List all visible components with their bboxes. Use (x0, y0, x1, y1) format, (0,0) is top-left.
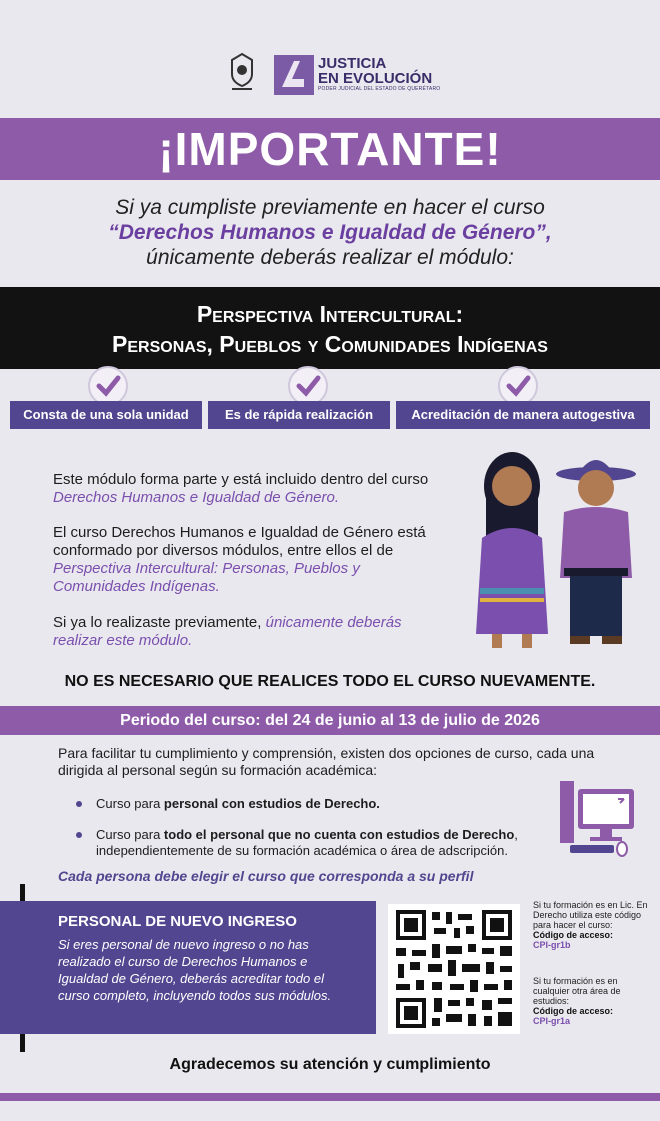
new-staff-description: Si eres personal de nuevo ingreso o no has realizado el curso de Derechos Humanos e Igualdad de Género, deberás acreditar todo el curso completo, incluyendo todos sus módulos. (58, 937, 332, 1003)
logo-title-line2: EN EVOLUCIÓN (318, 70, 433, 87)
justicia-logo-icon (274, 55, 314, 95)
info-paragraph-2 (53, 524, 453, 596)
feature-single-unit: Consta de una sola unidad (10, 401, 202, 429)
access-option-law (533, 900, 653, 950)
checkmark-icon (288, 366, 328, 406)
notice-text: NO ES NECESARIO QUE REALICES TODO EL CURSO NUEVAMENTE. (64, 673, 596, 690)
option-law-studies (96, 796, 556, 812)
info-p1-text: Este módulo forma parte y está incluido dentro del curso (53, 471, 429, 488)
course-period-bar: Periodo del curso: del 24 de junio al 13 de julio de 2026 (0, 706, 660, 735)
access-law-label: Código de acceso: (533, 930, 614, 940)
computer-icon (560, 781, 636, 857)
header (0, 0, 660, 118)
options-intro: Para facilitar tu cumplimiento y comprensión, existen dos opciones de curso, cada una dirigida al personal según su formación académica: (58, 745, 595, 778)
info-p3-emphasis: únicamente deberás realizar este módulo. (53, 614, 402, 649)
info-paragraph-1 (53, 471, 453, 507)
bullet-icon (76, 832, 82, 838)
access-law-code: CPI-gr1b (533, 940, 571, 950)
bullet-icon (76, 801, 82, 807)
intro-text (40, 195, 620, 270)
module-title-bar (0, 287, 660, 369)
new-staff-title: PERSONAL DE NUEVO INGRESO (58, 913, 297, 930)
info-paragraph-3 (53, 614, 453, 650)
intro-line1: Si ya cumpliste previamente en hacer el curso (115, 196, 545, 219)
logo-title-line1: JUSTICIA (318, 55, 387, 72)
access-other-label: Código de acceso: (533, 1006, 614, 1016)
new-staff-box (0, 901, 376, 1034)
access-option-other (533, 976, 653, 1026)
qr-code[interactable] (388, 904, 520, 1034)
option-2-prefix: Curso para (96, 827, 164, 842)
access-other-text: Si tu formación es en cualquier otra área de estudios: (533, 976, 621, 1006)
info-p2-module: Perspectiva Intercultural: Personas, Pueblos y Comunidades Indígenas. (53, 560, 360, 595)
module-title-line1: Perspectiva Intercultural: (196, 301, 464, 327)
important-banner: ¡IMPORTANTE! (0, 118, 660, 180)
module-title-line2: Personas, Pueblos y Comunidades Indígenas (112, 331, 548, 357)
indigenous-people-illustration (470, 448, 640, 658)
logo-subtitle: PODER JUDICIAL DEL ESTADO DE QUERÉTARO (318, 86, 441, 92)
checkmark-icon (498, 366, 538, 406)
feature-quick: Es de rápida realización (208, 401, 390, 429)
access-law-text: Si tu formación es en Lic. En Derecho utiliza este código para hacer el curso: (533, 900, 648, 930)
choose-course-note: Cada persona debe elegir el curso que corresponda a su perfil (58, 868, 474, 884)
logo-title (318, 56, 432, 86)
option-1-emphasis: personal con estudios de Derecho. (163, 796, 380, 811)
info-p1-course: Derechos Humanos e Igualdad de Género. (53, 489, 340, 506)
coat-of-arms-icon (228, 52, 256, 92)
option-no-law-studies (96, 827, 556, 859)
feature-self-managed: Acreditación de manera autogestiva (396, 401, 650, 429)
intro-line3: únicamente deberás realizar el módulo: (146, 246, 514, 269)
thanks-text: Agradecemos su atención y cumplimiento (169, 1056, 491, 1073)
info-p3-text: Si ya lo realizaste previamente, (53, 614, 266, 631)
option-2-suffix: , independientemente de su formación académica o área de adscripción. (96, 827, 518, 858)
info-p2-text: El curso Derechos Humanos e Igualdad de Género está conformado por diversos módulos, entre ellos el de (53, 524, 426, 559)
checkmark-icon (88, 366, 128, 406)
intro-course: “Derechos Humanos e Igualdad de Género”, (108, 221, 552, 244)
option-1-prefix: Curso para (96, 796, 164, 811)
option-2-emphasis: todo el personal que no cuenta con estudios de Derecho (163, 827, 515, 842)
access-other-code: CPI-gr1a (533, 1016, 571, 1026)
footer-bar (0, 1093, 660, 1101)
